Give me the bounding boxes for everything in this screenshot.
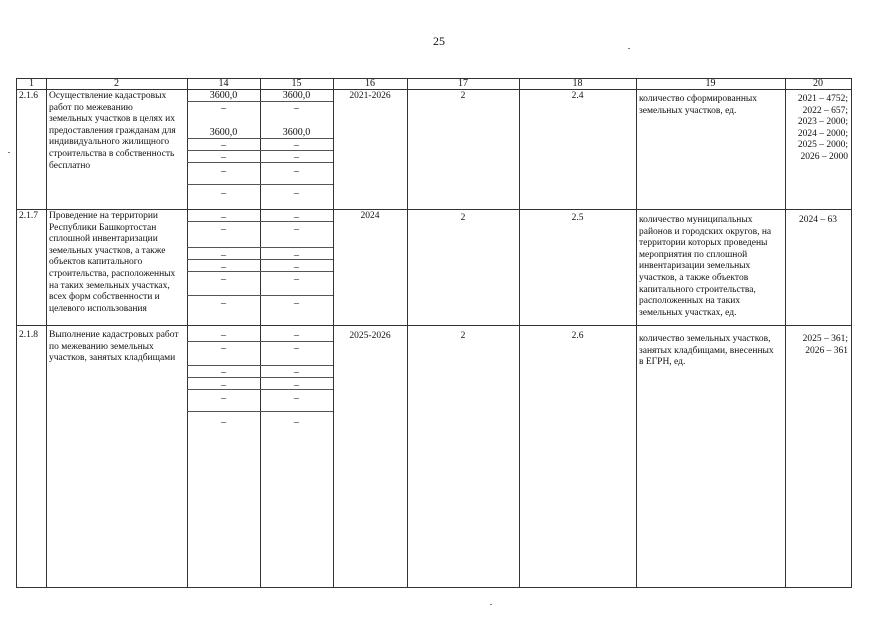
col15-value: 3600,0 bbox=[282, 127, 311, 138]
program-measures-table bbox=[16, 78, 852, 588]
header-col-17: 17 bbox=[458, 78, 468, 89]
sub-row-line bbox=[187, 341, 333, 342]
column-divider bbox=[46, 79, 47, 587]
indicator-targets: 2025 – 361; 2026 – 361 bbox=[802, 334, 848, 356]
col15-value: – bbox=[294, 212, 299, 223]
col15-value: – bbox=[294, 188, 299, 199]
col14-value: – bbox=[221, 380, 226, 391]
sub-row-line bbox=[187, 138, 333, 139]
col15-value: – bbox=[294, 152, 299, 163]
header-col-1: 1 bbox=[29, 78, 34, 89]
scan-speck bbox=[490, 604, 492, 605]
implementation-years: 2024 bbox=[360, 211, 380, 221]
col14-value: – bbox=[221, 224, 226, 235]
column-divider bbox=[636, 79, 637, 587]
measure-name: Осуществление кадастровых работ по межеванию земельных участков в целях их предоставления гражданам для индивидуального жилищного строительства в собственность бесплатно bbox=[49, 91, 176, 171]
col14-value: – bbox=[221, 274, 226, 285]
col15-value: – bbox=[294, 103, 299, 114]
header-col-18: 18 bbox=[572, 78, 583, 89]
scan-speck bbox=[8, 152, 10, 153]
col15-value: – bbox=[294, 250, 299, 261]
col14-value: – bbox=[221, 188, 226, 199]
col14-value: – bbox=[221, 166, 226, 177]
col15-value: 3600,0 bbox=[282, 90, 311, 101]
indicator-targets: 2021 – 4752; 2022 – 657; 2023 – 2000; 2024 – 2000; 2025 – 2000; 2026 – 2000 bbox=[797, 94, 848, 162]
col14-value: – bbox=[221, 250, 226, 261]
col15-value: – bbox=[294, 330, 299, 341]
sub-row-line bbox=[187, 365, 333, 366]
col18-value: 2.4 bbox=[571, 91, 584, 101]
measure-name: Выполнение кадастровых работ по межеванию земельных участков, занятых кладбищами bbox=[49, 330, 179, 364]
sub-row-line bbox=[187, 295, 333, 296]
col14-value: – bbox=[221, 152, 226, 163]
header-col-14: 14 bbox=[218, 78, 229, 89]
col17-value: 2 bbox=[460, 91, 466, 101]
col14-value: 3600,0 bbox=[209, 90, 238, 101]
header-col-16: 16 bbox=[365, 78, 375, 89]
header-col-2: 2 bbox=[114, 78, 119, 89]
col14-value: – bbox=[221, 212, 226, 223]
header-col-19: 19 bbox=[705, 78, 716, 89]
col14-value: – bbox=[221, 140, 226, 151]
sub-row-line bbox=[187, 184, 333, 185]
sub-row-line bbox=[187, 411, 333, 412]
col14-value: 3600,0 bbox=[209, 127, 238, 138]
col14-value: – bbox=[221, 103, 226, 114]
col14-value: – bbox=[221, 298, 226, 309]
sub-row-line bbox=[187, 101, 333, 102]
row-number: 2.1.8 bbox=[19, 330, 38, 340]
col17-value: 2 bbox=[460, 213, 466, 223]
implementation-years: 2025-2026 bbox=[349, 331, 391, 341]
col15-value: – bbox=[294, 262, 299, 273]
col14-value: – bbox=[221, 343, 226, 354]
col14-value: – bbox=[221, 367, 226, 378]
col18-value: 2.6 bbox=[571, 331, 584, 341]
row-divider bbox=[17, 325, 851, 326]
row-divider bbox=[17, 209, 851, 210]
col15-value: – bbox=[294, 140, 299, 151]
header-col-15: 15 bbox=[291, 78, 302, 89]
col15-value: – bbox=[294, 274, 299, 285]
col15-value: – bbox=[294, 393, 299, 404]
page-number: 25 bbox=[433, 34, 445, 48]
header-col-20: 20 bbox=[813, 78, 823, 89]
row-number: 2.1.6 bbox=[19, 91, 38, 101]
indicator-targets: 2024 – 63 bbox=[799, 215, 837, 225]
col15-value: – bbox=[294, 166, 299, 177]
col14-value: – bbox=[221, 262, 226, 273]
indicator-name: количество муниципальных районов и городских округов, на территории которых проведены мероприятия по сплошной инвентаризации земельных участков, а также объектов капитального строительства, расположенных на таких земельных участках, ед. bbox=[639, 215, 772, 318]
col15-value: – bbox=[294, 417, 299, 428]
col15-value: – bbox=[294, 224, 299, 235]
row-number: 2.1.7 bbox=[19, 211, 38, 221]
col15-value: – bbox=[294, 380, 299, 391]
header-divider bbox=[17, 89, 851, 90]
col18-value: 2.5 bbox=[571, 213, 584, 223]
col14-value: – bbox=[221, 417, 226, 428]
sub-row-line bbox=[187, 247, 333, 248]
measure-name: Проведение на территории Республики Башкортостан сплошной инвентаризации земельных участков, а также объектов капитального строительства, расположенных на таких земельных участках, всех форм собственности и целевого использования bbox=[49, 211, 176, 314]
col14-value: – bbox=[221, 393, 226, 404]
col14-value: – bbox=[221, 330, 226, 341]
col17-value: 2 bbox=[460, 331, 466, 341]
col15-value: – bbox=[294, 367, 299, 378]
indicator-name: количество земельных участков, занятых кладбищами, внесенных в ЕГРН, ед. bbox=[639, 334, 774, 368]
col15-value: – bbox=[294, 343, 299, 354]
indicator-name: количество сформированных земельных участков, ед. bbox=[639, 94, 758, 116]
col15-value: – bbox=[294, 298, 299, 309]
scan-speck bbox=[628, 48, 630, 49]
implementation-years: 2021-2026 bbox=[349, 91, 391, 101]
